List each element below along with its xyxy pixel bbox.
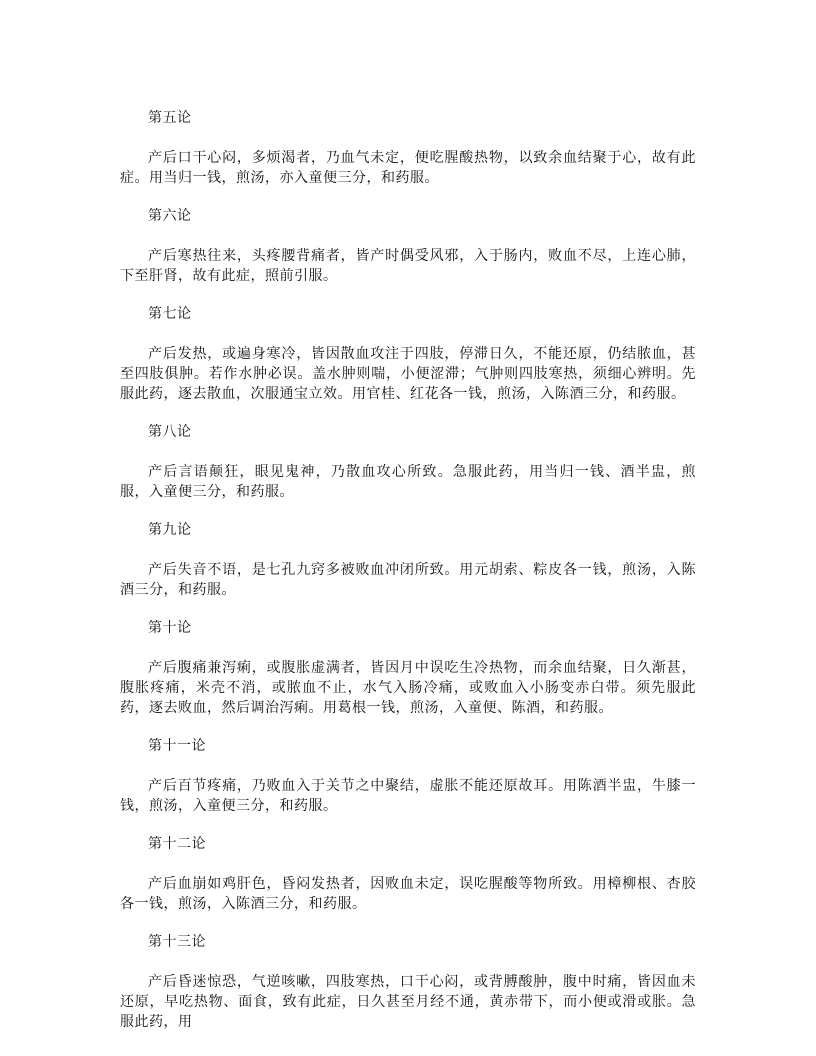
section-paragraph: 产后腹痛兼泻痢，或腹胀虚满者，皆因月中误吃生冷热物，而余血结聚，日久渐甚，腹胀疼痛，米壳不消，或脓血不止，水气入肠冷痛，或败血入小肠变赤白带。须先服此药，逐去败血，然后调治泻痢。用葛根一钱，煎汤，入童便、陈酒，和药服。 xyxy=(120,660,696,716)
section-heading: 第十三论 xyxy=(148,934,206,950)
document-page xyxy=(120,108,696,1050)
section-7 xyxy=(120,304,696,404)
section-paragraph: 产后言语颠狂，眼见鬼神，乃散血攻心所致。急服此药，用当归一钱、酒半盅，煎服，入童便三分，和药服。 xyxy=(120,464,696,500)
section-heading: 第十论 xyxy=(148,620,192,636)
section-heading: 第十二论 xyxy=(148,836,206,852)
section-paragraph: 产后失音不语，是七孔九窍多被败血冲闭所致。用元胡索、粽皮各一钱，煎汤，入陈酒三分，和药服。 xyxy=(120,562,696,598)
section-heading: 第九论 xyxy=(148,522,192,538)
section-paragraph: 产后血崩如鸡肝色，昏闷发热者，因败血未定，误吃腥酸等物所致。用樟柳根、杏胶各一钱，煎汤，入陈酒三分，和药服。 xyxy=(120,876,696,912)
section-6 xyxy=(120,206,696,286)
section-10 xyxy=(120,618,696,718)
section-8 xyxy=(120,422,696,502)
section-paragraph: 产后百节疼痛，乃败血入于关节之中聚结，虚胀不能还原故耳。用陈酒半盅，牛膝一钱，煎汤，入童便三分，和药服。 xyxy=(120,778,696,814)
section-paragraph: 产后口干心闷，多烦渴者，乃血气未定，便吃腥酸热物，以致余血结聚于心，故有此症。用当归一钱，煎汤，亦入童便三分，和药服。 xyxy=(120,150,696,186)
section-heading: 第六论 xyxy=(148,208,192,224)
section-paragraph: 产后昏迷惊恐，气逆咳嗽，四肢寒热，口干心闷，或背膊酸肿，腹中时痛，皆因血未还原，早吃热物、面食，致有此症，日久甚至月经不通，黄赤带下，而小便或滑或胀。急服此药，用 xyxy=(120,974,696,1030)
section-heading: 第七论 xyxy=(148,306,192,322)
section-9 xyxy=(120,520,696,600)
section-heading: 第五论 xyxy=(148,110,192,126)
section-11 xyxy=(120,736,696,816)
section-13 xyxy=(120,932,696,1032)
section-heading: 第八论 xyxy=(148,424,192,440)
section-paragraph: 产后发热，或遍身寒冷，皆因散血攻注于四肢，停滞日久，不能还原，仍结脓血，甚至四肢俱肿。若作水肿必误。盖水肿则喘，小便涩滞；气肿则四肢寒热，须细心辨明。先服此药，逐去散血，次服通宝立效。用官桂、红花各一钱，煎汤，入陈酒三分，和药服。 xyxy=(120,346,696,402)
section-12 xyxy=(120,834,696,914)
section-5 xyxy=(120,108,696,188)
section-heading: 第十一论 xyxy=(148,738,206,754)
section-paragraph: 产后寒热往来，头疼腰背痛者，皆产时偶受风邪，入于肠内，败血不尽，上连心肺，下至肝肾，故有此症，照前引服。 xyxy=(120,248,696,284)
